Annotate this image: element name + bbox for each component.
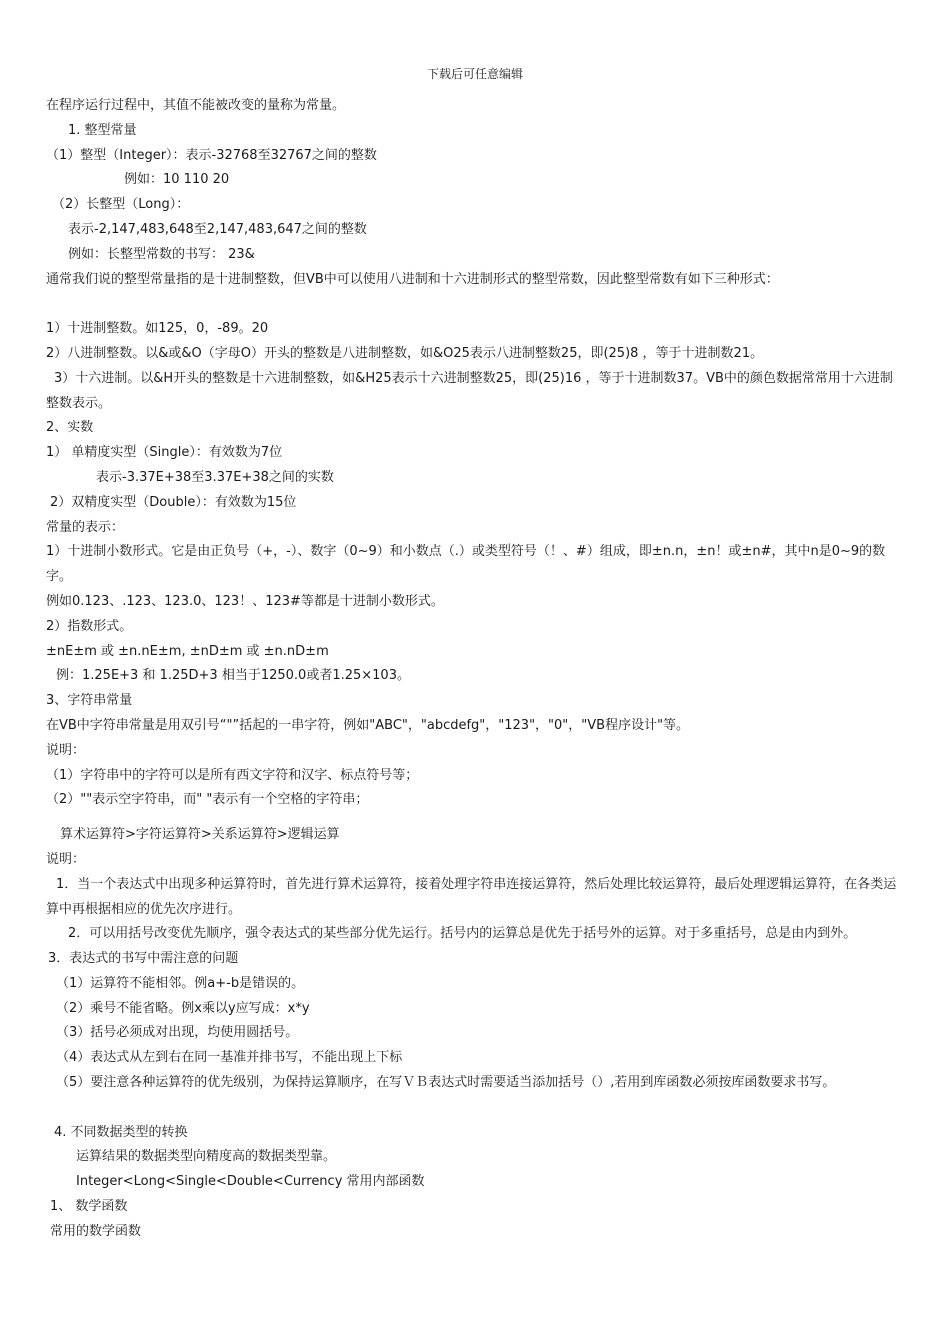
text-line: 1．当一个表达式中出现多种运算符时，首先进行算术运算符，接着处理字符串连接运算符，然后处理比较运算符，最后处理逻辑运算符，在各类运算中再根据相应的优先次序进行。	[46, 876, 897, 917]
text-line: 1、 数学函数	[50, 1199, 128, 1215]
text-line: 2、实数	[46, 420, 94, 436]
page-header: 下载后可任意编辑	[426, 67, 523, 81]
text-line: 说明：	[46, 742, 86, 758]
text-line: （2）""表示空字符串，而" "表示有一个空格的字符串；	[46, 792, 369, 808]
text-line: 例如：长整型常数的书写： 23&	[68, 246, 255, 262]
document-body	[46, 94, 902, 1245]
blank-line	[46, 292, 902, 317]
text-line: Integer<Long<Single<Double<Currency 常用内部函数	[76, 1174, 425, 1190]
text-line: 1）十进制整数。如125，0，-89。20	[46, 321, 269, 337]
text-line: 4. 不同数据类型的转换	[54, 1124, 188, 1140]
text-line: 在程序运行过程中，其值不能被改变的量称为常量。	[46, 98, 346, 113]
text-line: （3）括号必须成对出现，均使用圆括号。	[56, 1025, 299, 1041]
text-line: （5）要注意各种运算符的优先级别，为保持运算顺序，在写ＶＢ表达式时需要适当添加括号（）,若用到库函数必须按库函数要求书写。	[56, 1075, 836, 1091]
text-line: 2）双精度实型（Double）：有效数为15位	[50, 494, 297, 510]
text-line: 3、字符串常量	[46, 693, 133, 709]
text-line: 2）八进制整数。以&或&O（字母O）开头的整数是八进制整数，如&O25表示八进制整数25，即(25)8 ，等于十进制数21。	[46, 345, 764, 361]
text-line: 常用的数学函数	[50, 1223, 142, 1239]
text-line: 例如：10 110 20	[124, 172, 230, 188]
text-line: 2）指数形式。	[46, 618, 133, 634]
text-line: 1）十进制小数形式。它是由正负号（+，-）、数字（0~9）和小数点（.）或类型符号（！、#）组成，即±n.n，±n！或±n#，其中n是0~9的数字。	[46, 544, 886, 585]
text-line: 算术运算符>字符运算符>关系运算符>逻辑运算	[60, 827, 340, 843]
text-line: 例如0.123、.123、123.0、123！、123#等都是十进制小数形式。	[46, 593, 444, 609]
text-line: （4）表达式从左到右在同一基准并排书写，不能出现上下标	[56, 1050, 403, 1066]
text-line: （1）整型（Integer）：表示-32768至32767之间的整数	[46, 147, 377, 163]
text-line: 1） 单精度实型（Single）：有效数为7位	[46, 445, 283, 461]
text-line: 1. 整型常量	[68, 122, 137, 138]
text-line: 表示-2,147,483,648至2,147,483,647之间的整数	[68, 221, 367, 237]
text-line: （1）字符串中的字符可以是所有西文字符和汉字、标点符号等；	[46, 767, 419, 783]
blank-line	[46, 813, 902, 823]
blank-line	[46, 1096, 902, 1121]
text-line: 表示-3.37E+38至3.37E+38之间的实数	[96, 469, 334, 485]
text-line: 3）十六进制。以&H开头的整数是十六进制整数，如&H25表示十六进制整数25，即(25)16 ，等于十进制数37。VB中的颜色数据常常用十六进制整数表示。	[46, 370, 893, 411]
text-line: 常量的表示：	[46, 519, 125, 535]
text-line: 在VB中字符串常量是用双引号“"”括起的一串字符，例如"ABC"，"abcdefg"，"123"，"0"，"VB程序设计"等。	[46, 717, 690, 733]
text-line: 例：1.25E+3 和 1.25D+3 相当于1250.0或者1.25×103。	[56, 668, 410, 684]
text-line: ±nE±m 或 ±n.nE±m, ±nD±m 或 ±n.nD±m	[46, 643, 329, 659]
text-line: （2）乘号不能省略。例x乘以y应写成：x*y	[56, 1000, 310, 1016]
text-line: 运算结果的数据类型向精度高的数据类型靠。	[76, 1149, 337, 1165]
text-line: （2）长整型（Long）：	[52, 197, 190, 213]
text-line: （1）运算符不能相邻。例a+-b是错误的。	[56, 975, 305, 991]
text-line: 2．可以用括号改变优先顺序，强令表达式的某些部分优先运行。括号内的运算总是优先于括号外的运算。对于多重括号，总是由内到外。	[68, 926, 857, 942]
text-line: 说明：	[46, 851, 86, 867]
text-line: 3．表达式的书写中需注意的问题	[48, 951, 239, 967]
text-line: 通常我们说的整型常量指的是十进制整数，但VB中可以使用八进制和十六进制形式的整型常数，因此整型常数有如下三种形式：	[46, 271, 779, 287]
